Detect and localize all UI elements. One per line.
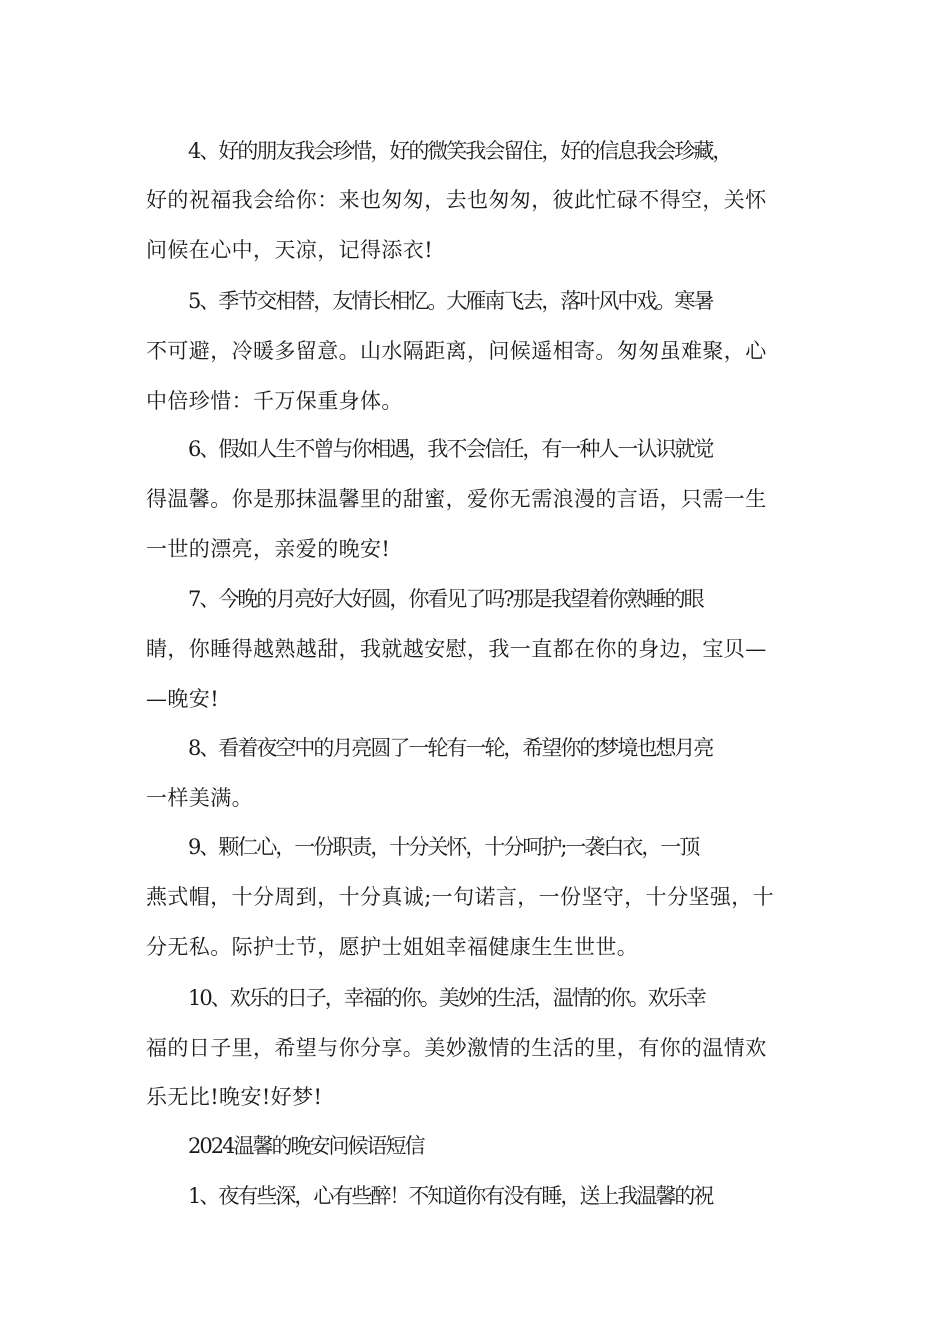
paragraph-10-line-2: 福的日子里，希望与你分享。美妙激情的生活的里，有你的温情欢: [146, 1036, 767, 1060]
paragraph-8-line-2: 一样美满。: [146, 786, 253, 810]
paragraph-4-line-3: 问候在心中，天凉，记得添衣!: [146, 238, 434, 262]
paragraph-7-line-3: —晚安!: [146, 687, 220, 711]
paragraph-4-line-2: 好的祝福我会给你：来也匆匆，去也匆匆，彼此忙碌不得空，关怀: [146, 188, 767, 212]
paragraph-5-line-1: 5、季节交相替，友情长相忆。大雁南飞去，落叶风中戏。寒暑: [188, 289, 713, 313]
paragraph-9-line-1: 9、颗仁心，一份职责，十分关怀，十分呵护;一袭白衣，一顶: [188, 835, 699, 859]
paragraph-7-line-2: 睛，你睡得越熟越甜，我就越安慰，我一直都在你的身边，宝贝—: [146, 637, 767, 661]
paragraph-6-line-3: 一世的漂亮，亲爱的晚安!: [146, 537, 391, 561]
paragraph-6-line-1: 6、假如人生不曾与你相遇，我不会信任，有一种人一认识就觉: [188, 437, 713, 461]
paragraph-4-line-1: 4、好的朋友我会珍惜，好的微笑我会留住，好的信息我会珍藏，: [188, 139, 732, 163]
paragraph-10-line-3: 乐无比!晚安!好梦!: [146, 1085, 323, 1109]
paragraph-8-line-1: 8、看着夜空中的月亮圆了一轮有一轮，希望你的梦境也想月亮: [188, 736, 713, 760]
paragraph-9-line-3: 分无私。际护士节，愿护士姐姐幸福健康生生世世。: [146, 935, 639, 959]
paragraph-7-line-1: 7、今晚的月亮好大好圆，你看见了吗?那是我望着你熟睡的眼: [188, 587, 703, 611]
paragraph-10-line-1: 10、欢乐的日子，幸福的你。美妙的生活，温情的你。欢乐幸: [188, 986, 705, 1010]
paragraph-1-line-1: 1、夜有些深，心有些醉！不知道你有没有睡，送上我温馨的祝: [188, 1184, 713, 1208]
section-heading: 2024温馨的晚安问候语短信: [188, 1134, 424, 1158]
paragraph-9-line-2: 燕式帽，十分周到，十分真诚;一句诺言，一份坚守，十分坚强，十: [146, 885, 775, 909]
paragraph-5-line-3: 中倍珍惜：千万保重身体。: [146, 389, 403, 413]
paragraph-5-line-2: 不可避，冷暖多留意。山水隔距离，问候遥相寄。匆匆虽难聚，心: [146, 339, 767, 363]
paragraph-6-line-2: 得温馨。你是那抹温馨里的甜蜜，爱你无需浪漫的言语，只需一生: [146, 487, 767, 511]
